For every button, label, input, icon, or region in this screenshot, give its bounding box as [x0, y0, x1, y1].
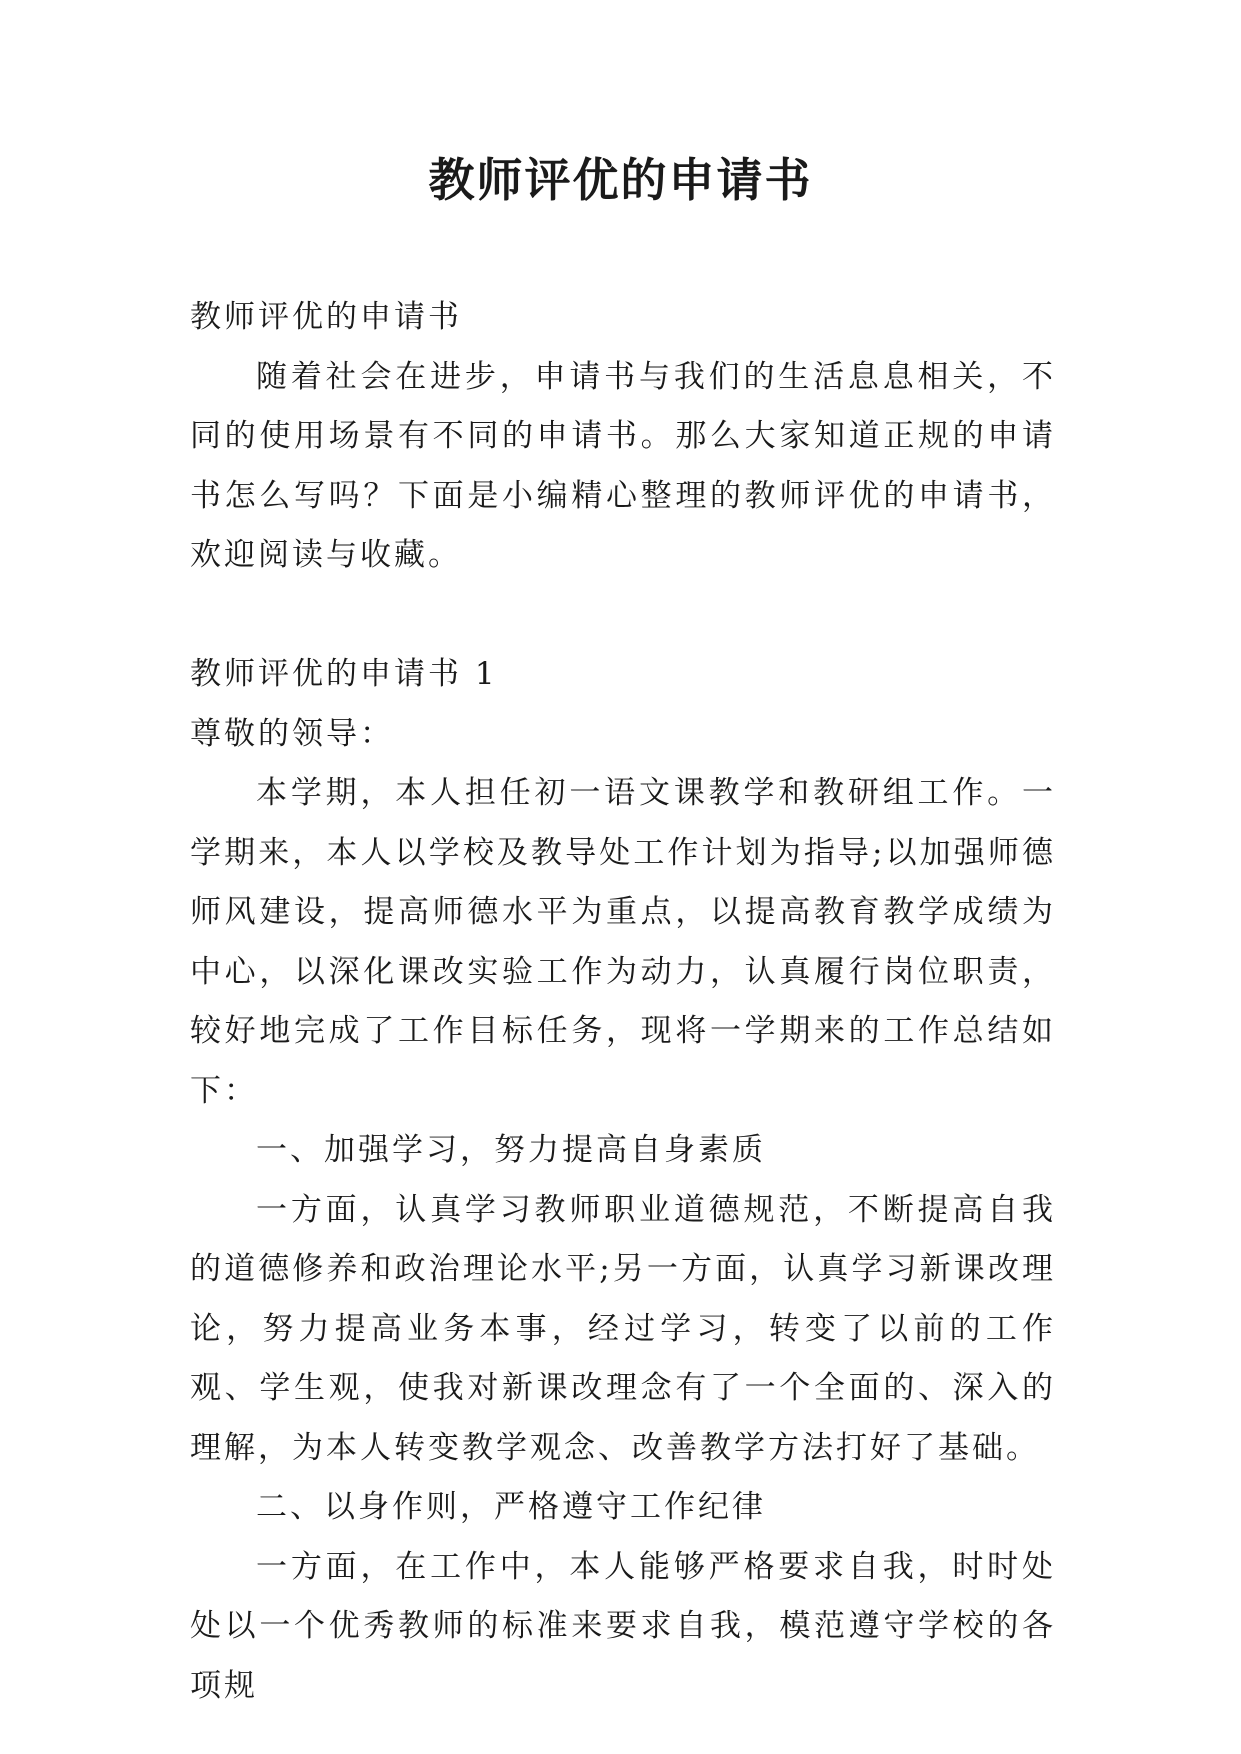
point-body: 一方面，认真学习教师职业道德规范，不断提高自我的道德修养和政治理论水平;另一方面，认真学习新课改理论，努力提高业务本事，经过学习，转变了以前的工作观、学生观，使我对新课改理念有了一个全面的、深入的理解，为本人转变教学观念、改善教学方法打好了基础。: [190, 1191, 1056, 1466]
document-title: 教师评优的申请书: [428, 153, 813, 207]
intro-paragraph: 随着社会在进步，申请书与我们的生活息息相关，不同的使用场景有不同的申请书。那么大家知道正规的申请书怎么写吗？下面是小编精心整理的教师评优的申请书，欢迎阅读与收藏。: [190, 358, 1056, 573]
document-body: [190, 288, 1056, 1716]
subtitle: 教师评优的申请书: [190, 299, 462, 335]
salutation: 尊敬的领导：: [190, 715, 394, 752]
body-paragraph: 本学期，本人担任初一语文课教学和教研组工作。一学期来，本人以学校及教导处工作计划为指导;以加强师德师风建设，提高师德水平为重点，以提高教育教学成绩为中心，以深化课改实验工作为动力，认真履行岗位职责，较好地完成了工作目标任务，现将一学期来的工作总结如下：: [190, 775, 1056, 1109]
point-heading: 二、以身作则，严格遵守工作纪律: [256, 1489, 766, 1525]
point-heading: 一、加强学习，努力提高自身素质: [256, 1132, 766, 1168]
section-heading: 教师评优的申请书 1: [190, 656, 498, 692]
paragraph-spacer: [190, 586, 1056, 646]
point-body: 一方面，在工作中，本人能够严格要求自我，时时处处以一个优秀教师的标准来要求自我，模范遵守学校的各项规: [190, 1548, 1056, 1704]
